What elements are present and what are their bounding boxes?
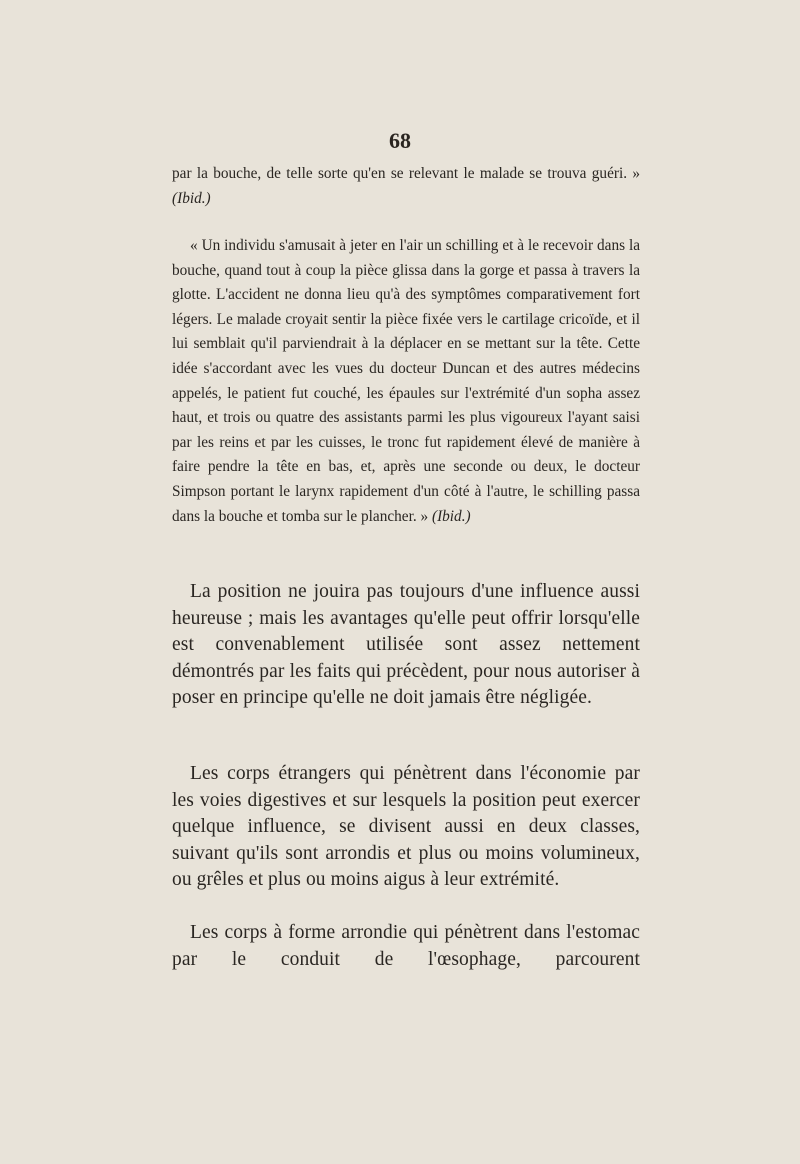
paragraph-rounded-bodies [172,920,640,973]
quote-continuation-text: par la bouche, de telle sorte qu'en se relevant le malade se trouva guéri. » [172,165,640,182]
paragraph-position-principle [172,579,640,712]
paragraph-foreign-bodies-classes [172,761,640,894]
paragraph-foreign-bodies-classes-text: Les corps étrangers qui pénètrent dans l'économie par les voies digestives et sur lesquels la position peut exercer quelque influence, se divisent aussi en deux classes, suivant qu'ils sont arrondis et plus ou moins volumineux, ou grêles et plus ou moins aigus à leur extrémité. [172,763,640,891]
page-number: 68 [389,128,411,153]
quote-continuation [172,162,640,211]
paragraph-rounded-bodies-text: Les corps à forme arrondie qui pénètrent dans l'estomac par le conduit de l'œsophage, parcourent [172,922,640,970]
quote-schilling-text: « Un individu s'amusait à jeter en l'air un schilling et à le recevoir dans la bouche, quand tout à coup la pièce glissa dans la gorge et passa à travers la glotte. L'accident ne donna lieu qu'à des symptômes comparativement fort légers. Le malade croyait sentir la pièce fixée vers le cartilage cricoïde, et il lui semblait qu'il parviendrait à la déplacer en se mettant sur la tête. Cette idée s'accordant avec les vues du docteur Duncan et des autres médecins appelés, le patient fut couché, les épaules sur l'extrémité d'un sopha assez haut, et trois ou quatre des assistants parmi les plus vigoureux l'ayant saisi par les reins et par les cuisses, le tronc fut rapidement élevé de manière à faire pendre la tête en bas, et, après une seconde ou deux, le docteur Simpson portant le larynx rapidement d'un côté à l'autre, le schilling passa dans la bouche et tomba sur le plancher. » [172,237,640,525]
quote-continuation-reference: (Ibid.) [172,189,211,207]
quote-schilling-case [172,234,640,529]
quote-schilling-reference: (Ibid.) [431,507,471,525]
paragraph-position-principle-text: La position ne jouira pas toujours d'une influence aussi heureuse ; mais les avantages qu'elle peut offrir lorsqu'elle est convenablement utilisée sont assez nettement démontrés par les faits qui précèdent, pour nous autoriser à poser en principe qu'elle ne doit jamais être négligée. [172,581,640,709]
